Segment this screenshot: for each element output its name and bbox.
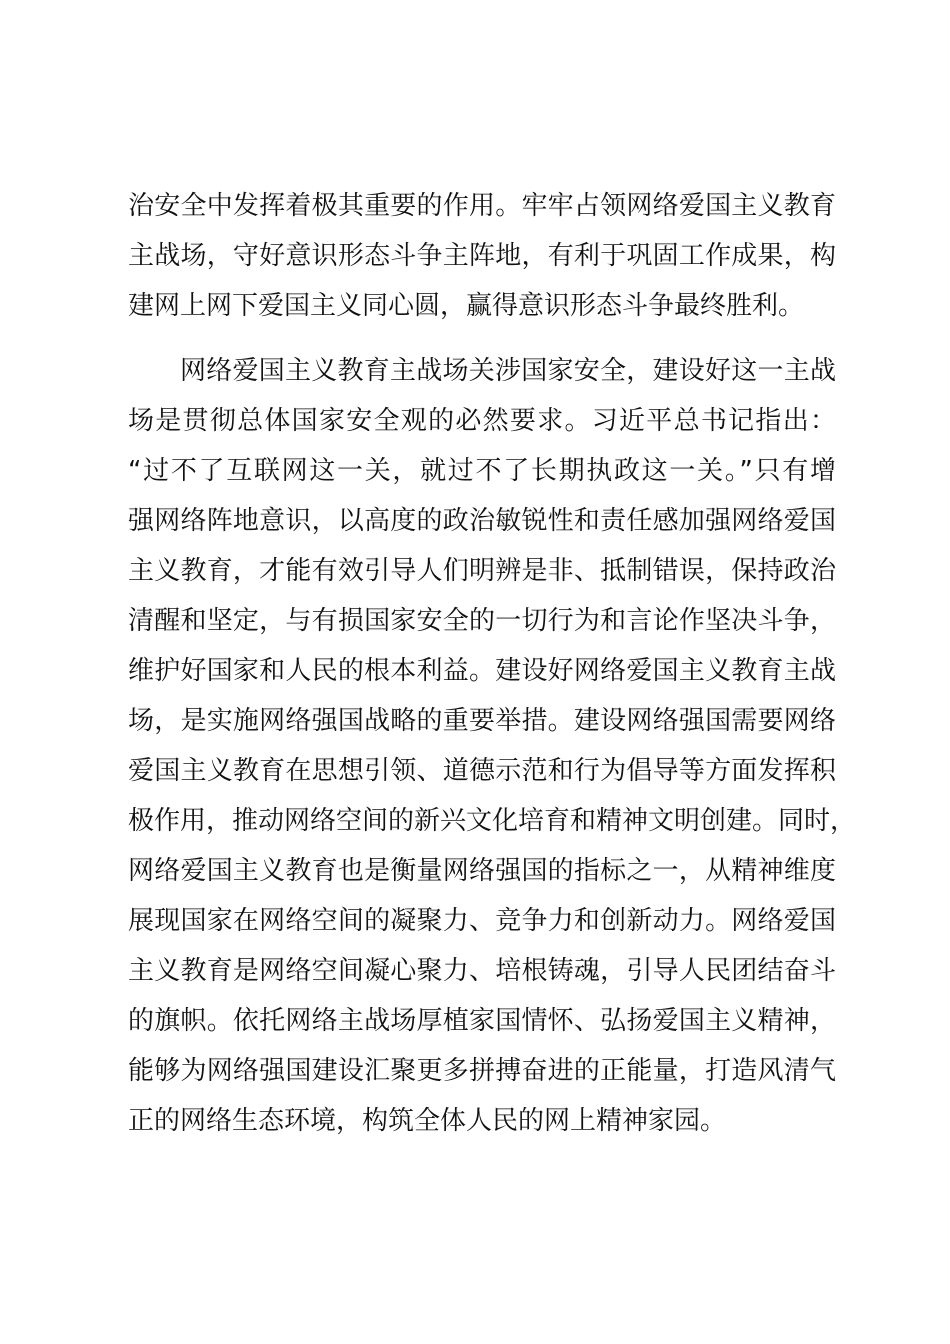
paragraph-1 [128,181,836,331]
paragraph-line: 清醒和坚定，与有损国家安全的一切行为和言论作坚决斗争， [128,606,836,636]
paragraph-line: “过不了互联网这一关，就过不了长期执政这一关。”只有增 [128,456,836,486]
paragraph-line: 极作用，推动网络空间的新兴文化培育和精神文明创建。同时， [128,806,857,836]
paragraph-line: 能够为网络强国建设汇聚更多拼搏奋进的正能量，打造风清气 [128,1056,836,1086]
paragraph-line: 场是贯彻总体国家安全观的必然要求。习近平总书记指出： [128,406,836,436]
paragraph-line: 强网络阵地意识，以高度的政治敏锐性和责任感加强网络爱国 [128,506,836,536]
paragraph-line: 治安全中发挥着极其重要的作用。牢牢占领网络爱国主义教育 [128,191,836,221]
paragraph-line: 展现国家在网络空间的凝聚力、竞争力和创新动力。网络爱国 [128,906,836,936]
paragraph-line: 的旗帜。依托网络主战场厚植家国情怀、弘扬爱国主义精神， [128,1006,836,1036]
paragraph-line: 正的网络生态环境，构筑全体人民的网上精神家园。 [128,1106,727,1136]
paragraph-line: 建网上网下爱国主义同心圆，赢得意识形态斗争最终胜利。 [128,291,805,321]
paragraph-2 [128,346,857,1146]
paragraph-line: 主战场，守好意识形态斗争主阵地，有利于巩固工作成果，构 [128,241,836,271]
paragraph-line: 网络爱国主义教育也是衡量网络强国的指标之一，从精神维度 [128,856,836,886]
paragraph-line: 主义教育，才能有效引导人们明辨是非、抵制错误，保持政治 [128,556,836,586]
paragraph-line: 维护好国家和人民的根本利益。建设好网络爱国主义教育主战 [128,656,836,686]
paragraph-line: 主义教育是网络空间凝心聚力、培根铸魂，引导人民团结奋斗 [128,956,836,986]
paragraph-line: 场，是实施网络强国战略的重要举措。建设网络强国需要网络 [128,706,836,736]
paragraph-line: 爱国主义教育在思想引领、道德示范和行为倡导等方面发挥积 [128,756,836,786]
paragraph-line: 网络爱国主义教育主战场关涉国家安全，建设好这一主战 [180,356,836,386]
